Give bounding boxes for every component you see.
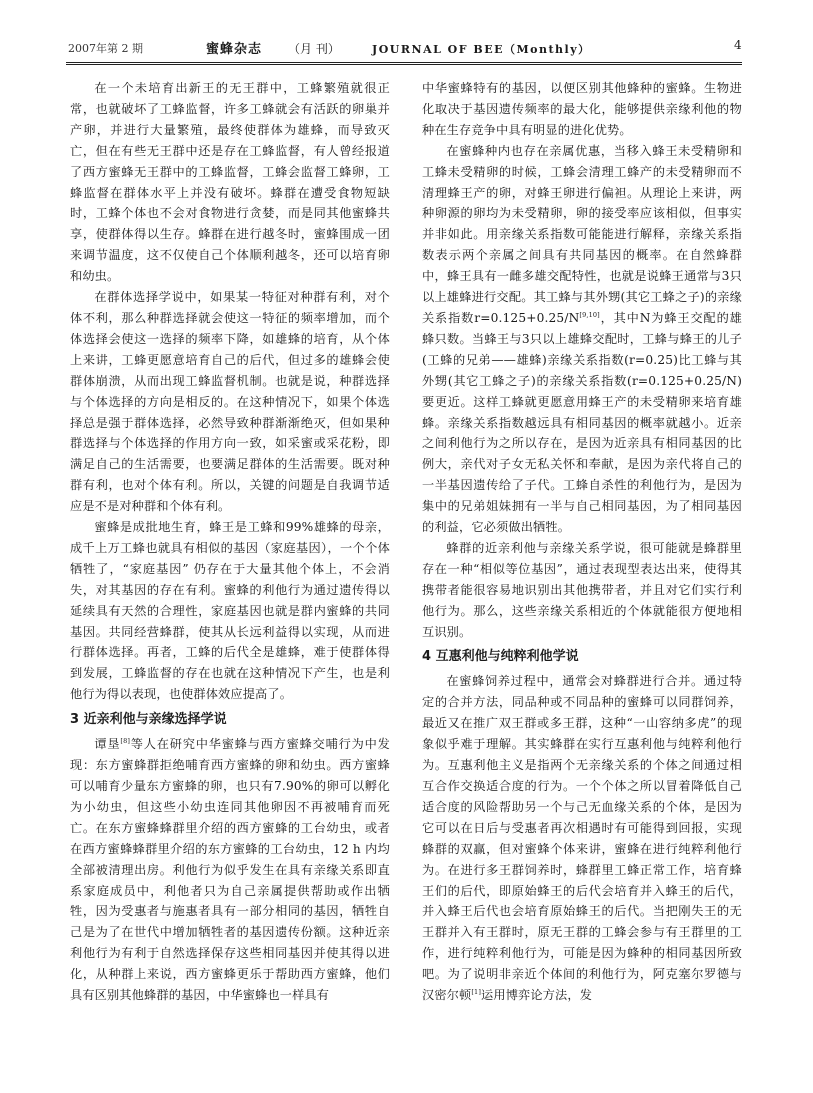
issue-label: 2007年第 2 期: [68, 42, 143, 55]
paragraph: [422, 671, 742, 1006]
paragraph: 在一个未培育出新王的无王群中，工蜂繁殖就很正常，也就破坏了工蜂监督，许多工蜂就会有活跃的卵巢并产卵，并进行大量繁殖，最终使群体为雄蜂，而导致灭亡，但在有些无王群中还是存在工蜂监督，有人曾经报道了西方蜜蜂无王群中的工蜂监督，工蜂会监督工蜂卵，工蜂监督在群体水平上并没有破坏。蜂群在遭受食物短缺时，工蜂个体也不会对食物进行贪婪，而是同其他蜜蜂共享，使群体得以生存。蜂群在进行越冬时，蜜蜂围成一团来调节温度，这不仅使自己个体顺利越冬，还可以培育卵和幼虫。: [70, 81, 390, 284]
citation[interactable]: [9,10]: [579, 310, 600, 319]
header-rule-secondary: [66, 64, 742, 65]
paragraph-text: 等人在研究中华蜜蜂与西方蜜蜂交哺行为中发现：东方蜜蜂群拒绝哺育西方蜜蜂的卵和幼虫。西方蜜蜂可以哺育少量东方蜜蜂的卵，也只有7.90%的卵可以孵化为小幼虫，但这些小幼虫连同其他卵因不再被哺育而死亡。在东方蜜蜂蜂群里介绍的西方蜜蜂的工台幼虫，或者在西方蜜蜂蜂群里介绍的东方蜜蜂的工台幼虫，12 h 内均全部被清理出房。利他行为似乎发生在具有亲缘关系即直系家庭成员中，利他者只为自己亲属提供帮助或作出牺牲，因为受惠者与施惠者具有一部分相同的基因，牺牲自己是为了在世代中增加牺牲者的基因遗传份额。这种近亲利他行为有利于自然选择保存这些相同基因并使其得以进化，从种群上来说，西方蜜蜂更乐于帮助西方蜜蜂，他们具有区别其他蜂群的基因，中华蜜蜂也一样具有: [70, 737, 390, 1003]
paragraph: [422, 141, 742, 538]
journal-title-en: JOURNAL OF BEE（Monthly）: [372, 43, 591, 56]
paragraph-text: ，其中N为蜂王交配的雄蜂只数。当蜂王与3只以上雄蜂交配时，工蜂与蜂王的儿子(工蜂的兄弟——雄蜂)亲缘关系指数(r=0.25)比工蜂与其外甥(其它工蜂之子)的亲缘关系指数(r=0.125+0.25/N)要更近。这样工蜂就更愿意用蜂王产的未受精卵来培育雄蜂。亲缘关系指数越远具有相同基因的概率就越小。近亲之间利他行为之所以存在，是因为近亲具有相同基因的比例大，亲代对子女无私关怀和奉献，是因为亲代将自己的一半基因遗传给了子代。工蜂自杀性的利他行为，是因为集中的兄弟姐妹拥有一半与自己相同基因，为了相同基因的利益，它必须做出牺牲。: [422, 310, 742, 535]
citation[interactable]: [1]: [471, 988, 482, 996]
citation[interactable]: [8]: [120, 737, 131, 746]
left-column: [70, 78, 390, 1006]
header-rule: [66, 62, 742, 63]
paragraph-text: 在蜜蜂饲养过程中，通常会对蜂群进行合并。通过特定的合并方法，同品种或不同品种的蜜蜂可以同群饲养，最近又在推广双王群或多王群，这种“一山容纳多虎”的现象似乎难于理解。其实蜂群在实行互惠利他与纯粹利他行为。互惠利他主义是指两个无亲缘关系的个体之间通过相互合作交换适合度的行为。一个个体之所以冒着降低自己适合度的风险帮助另一个与己无血缘关系的个体，是因为它可以在日后与受惠者再次相遇时有可能得到回报，实现蜂群的双赢，但对蜜蜂个体来讲，蜜蜂在进行纯粹利他行为。在进行多王群饲养时，蜂群里工蜂正常工作，培育蜂王们的后代，即原始蜂王的后代会培育并入蜂王的后代，并入蜂王后代也会培育原始蜂王的后代。当把刚失王的无王群并入有王群时，原无王群的工蜂会参与有王群里的工作，进行纯粹利他行为，可能是因为蜂种的相同基因所致吧。为了说明非亲近个体间的利他行为，阿克塞尔罗德与汉密尔顿: [422, 674, 742, 1003]
paragraph-continued: 中华蜜蜂特有的基因，以便区别其他蜂种的蜜蜂。生物进化取决于基因遗传频率的最大化，能够提供亲缘利他的物种在生存竞争中具有明显的进化优势。: [422, 81, 742, 137]
paragraph-text: 谭垦: [94, 737, 121, 752]
paragraph-text: 运用博弈论方法，发: [481, 988, 593, 1003]
paragraph: [70, 734, 390, 1006]
right-column: [422, 78, 742, 1006]
page-header: [0, 0, 813, 62]
monthly-label-cn: （月 刊）: [288, 42, 340, 56]
paragraph: 蜜蜂是成批地生育，蜂王是工蜂和99%雄蜂的母亲，成千上万工蜂也就具有相似的基因（家庭基因），一个个体牺牲了，“家庭基因” 仍存在于大量其他个体上，不会消失，对其基因的存在有利。蜜蜂的利他行为通过遗传得以延续具有天然的合理性，家庭基因也就是群内蜜蜂的共同基因。共同经营蜂群，使其从长远利益得以实现，从而进行群体选择。再者，工蜂的后代全是雄蜂，难于使群体得到发展，工蜂监督的存在也就在这种情况下产生，也是利他行为得以表现，也使群体效应提高了。: [70, 520, 390, 702]
section-heading-4: 4 互惠利他与纯粹利他学说: [422, 649, 579, 665]
page-number: 4: [734, 38, 742, 52]
paragraph-text: 在蜜蜂种内也存在亲属优惠，当移入蜂王未受精卵和工蜂未受精卵的时候，工蜂会清理工蜂产的未受精卵而不清理蜂王产的卵，对蜂王卵进行偏袒。从理论上来讲，两种卵源的卵均为未受精卵，卵的接受率应该相似，但事实并非如此。用亲缘关系指数可能能进行解释，亲缘关系指数表示两个亲属之间具有共同基因的概率。在自然蜂群中，蜂王具有一雌多雄交配特性，也就是说蜂王通常与3只以上雄蜂进行交配。其工蜂与其外甥(其它工蜂之子)的亲缘关系指数r=0.125+0.25/N: [422, 143, 742, 325]
section-heading-3: 3 近亲利他与亲缘选择学说: [70, 712, 227, 728]
journal-title-cn: 蜜蜂杂志: [206, 42, 263, 57]
paragraph: 蜂群的近亲利他与亲缘关系学说，很可能就是蜂群里存在一种“相似等位基因”，通过表现型表达出来，使得其携带者能很容易地识别出其他携带者，并且对它们实行利他行为。那么，这些亲缘关系相近的个体就能很方便地相互识别。: [422, 540, 742, 639]
paragraph: 在群体选择学说中，如果某一特征对种群有利，对个体不利，那么种群选择就会使这一特征的频率增加，而个体选择会使这一选择的频率下降，如雄蜂的培育，从个体上来讲，工蜂更愿意培育自己的后代，但过多的雄蜂会使群体崩溃，从而出现工蜂监督机制。也就是说，种群选择与个体选择的方向是相反的。在这种情况下，如果个体选择总是强于群体选择，必然导致种群渐渐绝灭，但如果种群选择与个体选择的作用方向一致，如采蜜或采花粉，即满足自己的生活需要，也要满足群体的生活需要。既对种群有利，也对个体有利。所以，关键的问题是自我调节适应是不是对种群和个体有利。: [70, 290, 390, 514]
